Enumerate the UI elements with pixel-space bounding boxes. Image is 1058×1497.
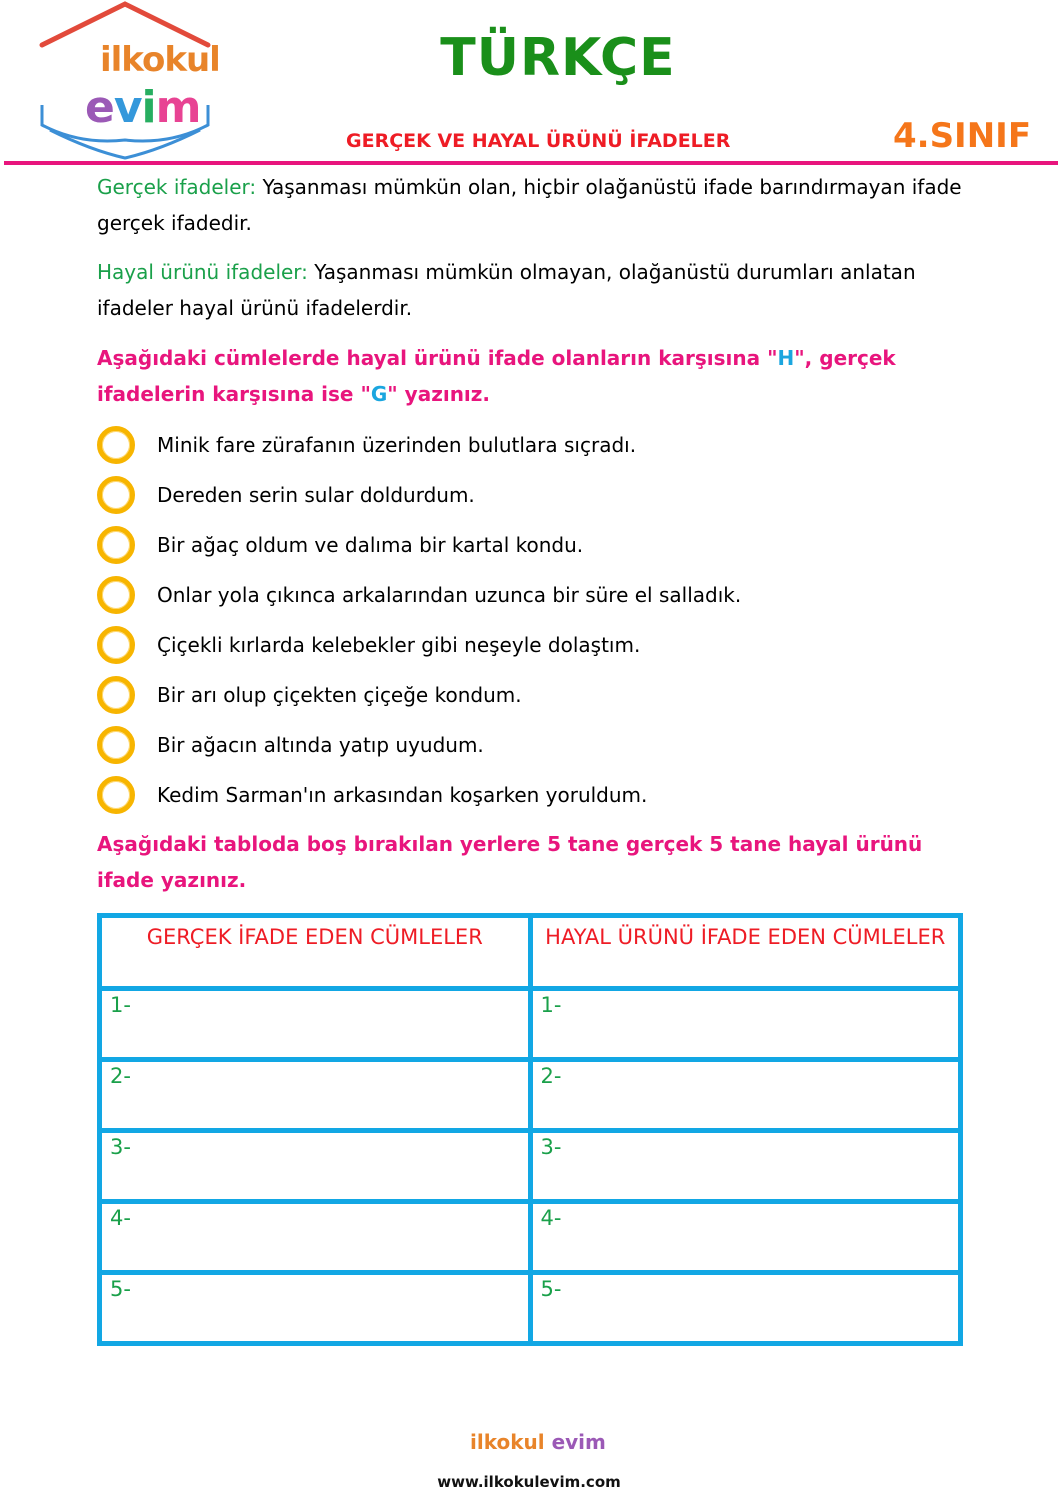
definition-imaginary: Hayal ürünü ifadeler: Yaşanması mümkün olmayan, olağanüstü durumları anlatan ifadeler hayal ürünü ifadelerdir. bbox=[97, 260, 916, 320]
answer-cell[interactable]: 5- bbox=[100, 1273, 531, 1344]
logo-text-ilkokul: ilkokul bbox=[100, 40, 220, 80]
instruction-table: Aşağıdaki tabloda boş bırakılan yerlere 5 tane gerçek 5 tane hayal ürünü ifade yazınız. bbox=[97, 832, 923, 892]
worksheet-subtitle: GERÇEK VE HAYAL ÜRÜNÜ İFADELER bbox=[346, 130, 731, 152]
answer-circle-icon[interactable] bbox=[97, 776, 135, 814]
answer-cell[interactable]: 3- bbox=[100, 1131, 531, 1202]
definition-real: Gerçek ifadeler: Yaşanması mümkün olan, hiçbir olağanüstü ifade barındırmayan ifade gerçek ifadedir. bbox=[97, 175, 962, 235]
answer-cell[interactable]: 2- bbox=[100, 1060, 531, 1131]
header-real: GERÇEK İFADE EDEN CÜMLELER bbox=[100, 916, 531, 989]
answer-circle-icon[interactable] bbox=[97, 626, 135, 664]
answer-circle-icon[interactable] bbox=[97, 576, 135, 614]
table-row bbox=[100, 1060, 961, 1131]
answer-circle-icon[interactable] bbox=[97, 726, 135, 764]
answer-cell[interactable]: 3- bbox=[530, 1131, 961, 1202]
footer-url[interactable]: www.ilkokulevim.com bbox=[437, 1473, 621, 1491]
list-item: Minik fare zürafanın üzerinden bulutlara sıçradı. bbox=[97, 425, 636, 465]
logo-text-evim: evim bbox=[85, 82, 201, 133]
list-item: Bir arı olup çiçekten çiçeğe kondum. bbox=[97, 675, 522, 715]
answer-cell[interactable]: 4- bbox=[530, 1202, 961, 1273]
list-item: Bir ağacın altında yatıp uyudum. bbox=[97, 725, 484, 765]
answer-cell[interactable]: 1- bbox=[530, 989, 961, 1060]
table-row bbox=[100, 1131, 961, 1202]
page-title: TÜRKÇE bbox=[440, 28, 676, 88]
table-row bbox=[100, 1273, 961, 1344]
footer-logo: ilkokul evim bbox=[470, 1430, 606, 1454]
list-item: Bir ağaç oldum ve dalıma bir kartal kondu. bbox=[97, 525, 583, 565]
list-item: Çiçekli kırlarda kelebekler gibi neşeyle dolaştım. bbox=[97, 625, 640, 665]
table-header-row bbox=[100, 916, 961, 989]
list-item: Onlar yola çıkınca arkalarından uzunca bir süre el salladık. bbox=[97, 575, 741, 615]
answer-table bbox=[97, 913, 963, 1346]
answer-cell[interactable]: 2- bbox=[530, 1060, 961, 1131]
grade-label: 4.SINIF bbox=[893, 116, 1032, 156]
answer-circle-icon[interactable] bbox=[97, 676, 135, 714]
answer-cell[interactable]: 1- bbox=[100, 989, 531, 1060]
header-divider bbox=[4, 161, 1058, 165]
list-item: Kedim Sarman'ın arkasından koşarken yoruldum. bbox=[97, 775, 647, 815]
answer-cell[interactable]: 5- bbox=[530, 1273, 961, 1344]
list-item: Dereden serin sular doldurdum. bbox=[97, 475, 475, 515]
answer-circle-icon[interactable] bbox=[97, 426, 135, 464]
answer-circle-icon[interactable] bbox=[97, 526, 135, 564]
table-row bbox=[100, 989, 961, 1060]
instruction-mark: Aşağıdaki cümlelerde hayal ürünü ifade olanların karşısına "H", gerçek ifadelerin karşısına ise "G" yazınız. bbox=[97, 346, 896, 406]
answer-circle-icon[interactable] bbox=[97, 476, 135, 514]
answer-cell[interactable]: 4- bbox=[100, 1202, 531, 1273]
table-row bbox=[100, 1202, 961, 1273]
header-imaginary: HAYAL ÜRÜNÜ İFADE EDEN CÜMLELER bbox=[530, 916, 961, 989]
